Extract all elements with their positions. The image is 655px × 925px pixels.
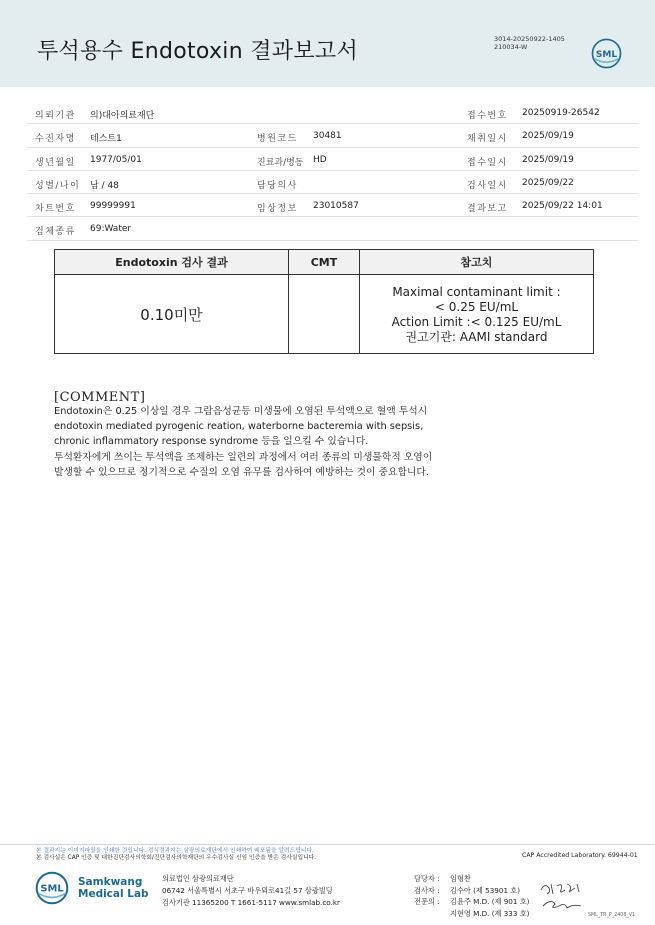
logo-name-line2: Medical Lab <box>78 888 149 900</box>
dept-value: HD <box>313 154 327 165</box>
reference-text <box>392 285 562 345</box>
clinical-label: 임상정보 <box>257 204 298 215</box>
org-name: 의료법인 삼광의료재단 <box>162 874 234 883</box>
sex-age-label: 성별/나이 <box>35 180 81 191</box>
test-date-label: 검사일시 <box>467 180 508 191</box>
hospital-code-value: 30481 <box>313 131 342 142</box>
staff-value: 김윤주 M.D. (제 901 호) <box>450 897 530 907</box>
info-row <box>27 148 638 171</box>
report-header <box>0 0 655 87</box>
comment-line: 투석환자에게 쓰이는 투석액을 조제하는 일련의 과정에서 여러 종류의 미생물학적 오염이 <box>54 451 433 463</box>
collect-date-label: 채취일시 <box>467 134 508 145</box>
report-value: 2025/09/22 14:01 <box>522 201 603 212</box>
cap-accreditation: CAP Accredited Laboratory. 69944-01 <box>522 852 638 859</box>
birth-value: 1977/05/01 <box>90 154 142 165</box>
specimen-value: 69:Water <box>90 224 132 235</box>
staff-label: 담당자 : <box>414 874 440 883</box>
sml-logo-icon <box>590 37 623 70</box>
result-value: 0.10미만 <box>140 306 203 324</box>
client-value: 의)대아의료재단 <box>90 111 155 121</box>
result-table <box>54 249 594 354</box>
patient-label: 수진자명 <box>35 134 76 145</box>
reference-line: Maximal contaminant limit : <box>392 284 561 299</box>
test-date-value: 2025/09/22 <box>522 177 574 188</box>
cmt-header: CMT <box>289 250 359 275</box>
comment-line: Endotoxin은 0.25 이상일 경우 그람음성균등 미생물에 오염된 투석액으로 혈액 투석시 <box>54 406 428 417</box>
info-row <box>27 124 638 147</box>
specimen-label: 검체종류 <box>35 227 76 238</box>
comment-body <box>54 404 484 480</box>
staff-value: 김수아 (제 53901 호) <box>450 885 521 895</box>
chart-no-value: 99999991 <box>90 201 136 212</box>
comment-line: endotoxin mediated pyrogenic reation, waterborne bacteremia with sepsis, <box>54 421 424 433</box>
receipt-no-label: 접수번호 <box>467 111 508 121</box>
info-row <box>27 217 638 240</box>
report-title: 투석용수 Endotoxin 결과보고서 <box>37 39 359 64</box>
receipt-no-value: 20250919-26542 <box>522 108 600 118</box>
receipt-date-label: 접수일시 <box>467 157 508 168</box>
cmt-cell <box>289 275 359 354</box>
sml-logo-text: SML <box>595 49 618 60</box>
comment-line: 발생할 수 있으므로 정기적으로 수질의 오염 유무를 검사하여 예방하는 것이 중요합니다. <box>54 466 429 478</box>
org-contact: 검사기관 11365200 T 1661-5117 www.smlab.co.kr <box>162 898 340 907</box>
print-notice: 본 결과지는 이미지파일을 인쇄한 것입니다. 정식결과지는 삼광의료재단에서 인쇄하여 배포됨을 알려드립니다. <box>36 848 314 854</box>
org-address: 06742 서울특별시 서초구 바우뫼로41길 57 삼광빌딩 <box>162 886 333 895</box>
result-header: Endotoxin 검사 결과 <box>55 250 288 275</box>
comment-title: [COMMENT] <box>54 390 146 405</box>
info-table <box>27 101 638 241</box>
staff-label: 검사자 : <box>414 885 440 895</box>
receipt-date-value: 2025/09/19 <box>522 154 574 165</box>
staff-label: 전문의 : <box>414 897 440 907</box>
document-id-line2: 210034-W <box>494 43 528 51</box>
hospital-code-label: 병원코드 <box>257 134 298 145</box>
reference-cell <box>360 275 593 354</box>
document-id <box>494 35 565 51</box>
info-row <box>27 101 638 124</box>
samkwang-logo-mark-text: SML <box>40 883 64 895</box>
samkwang-logo-text <box>78 876 149 900</box>
staff-value: 임형찬 <box>450 874 471 883</box>
collect-date-value: 2025/09/19 <box>522 131 574 142</box>
comment-line: chronic inflammatory response syndrome 등을 일으킬 수 있습니다. <box>54 436 369 448</box>
reference-line: 권고기관: AAMI standard <box>405 329 548 344</box>
info-row <box>27 194 638 217</box>
reference-header: 참고치 <box>360 250 593 275</box>
birth-label: 생년월일 <box>35 157 76 168</box>
document-id-line1: 3014-20250922-1405 <box>494 35 565 43</box>
clinical-value: 23010587 <box>313 201 359 212</box>
reference-line: < 0.25 EU/mL <box>434 299 519 314</box>
signature-icon <box>537 878 585 914</box>
staff-value: 지현영 M.D. (제 333 호) <box>450 908 530 918</box>
dept-label: 진료과/병동 <box>257 157 304 168</box>
result-cell <box>55 275 288 354</box>
samkwang-logo-icon <box>34 870 70 906</box>
patient-value: 테스트1 <box>90 134 122 145</box>
info-row <box>27 171 638 194</box>
client-label: 의뢰기관 <box>35 111 76 121</box>
accreditation-notice: 본 검사실은 CAP 인증 및 대한진단검사의학회/진단검사의학재단의 우수검사실 신임 인증을 받은 검사실입니다. <box>36 855 317 861</box>
form-code: SML_TR_P_2408_V1 <box>588 913 636 918</box>
doctor-label: 담당의사 <box>257 180 298 191</box>
chart-no-label: 차트번호 <box>35 204 76 215</box>
logo-name-line1: Samkwang <box>78 876 143 888</box>
reference-line: Action Limit :< 0.125 EU/mL <box>391 314 562 329</box>
sex-age-value: 남 / 48 <box>90 180 119 191</box>
report-label: 결과보고 <box>467 204 508 215</box>
organization-info <box>162 873 340 909</box>
